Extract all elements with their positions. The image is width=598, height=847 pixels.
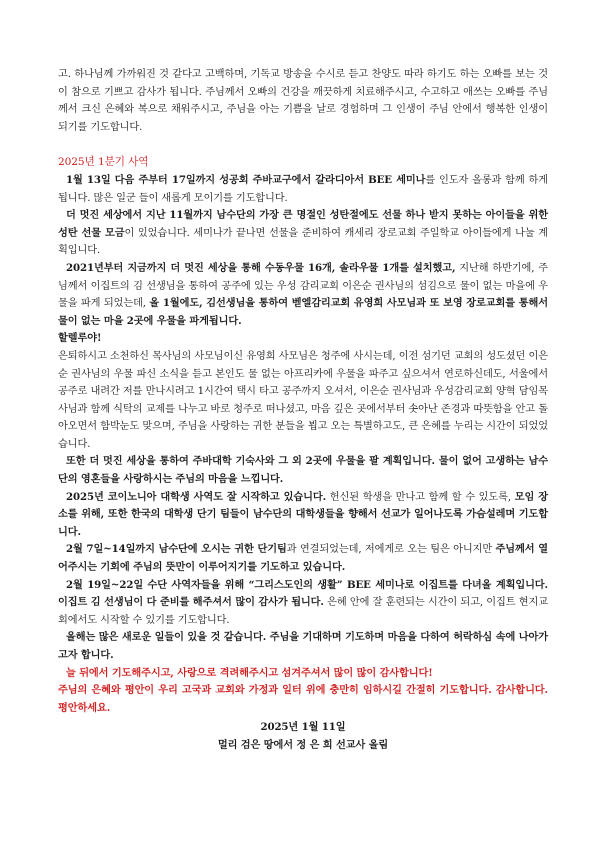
letter-page [58, 66, 548, 755]
christmas-gifts-text: 이 있었습니다. 세미나가 끝나면 선물을 준비하여 캐세리 장로교회 주일학교 아이들에게 나눌 계획입니다. [58, 227, 548, 257]
team-highlight-1: 2월 7일~14일까지 남수단에 오시는 귀한 단기팀 [66, 543, 287, 556]
paragraph-egypt-seminar [58, 577, 548, 630]
egypt-text: 은혜 안에 잘 훈련되는 시간이 되고, 이집트 현지교회에서도 시작할 수 있기를 기도합니다. [58, 597, 548, 626]
intro-paragraph: 고. 하나님께 가까워진 것 같다고 고백하며, 기독교 방송을 수시로 듣고 찬양도 따라 하기도 하는 오빠를 보는 것이 참으로 기쁘고 감사가 됩니다. 주님께서 오빠의 건강을 깨끗하게 치료해주시고, 수고하고 애쓰는 오빠를 주님께서 크신 은혜와 복으로 채워주시고, 주님을 아는 기쁨을 날로 경험하며 그 인생이 주님 안에서 행복한 인생이 되기를 기도합니다. [58, 69, 548, 133]
wells-highlight-2: 올 1월에도, 김선생님을 통하여 벧엘감리교회 유영희 사모님과 또 보영 장로교회를 통해서 물이 없는 마을 2곳에 우물을 파게됩니다. [58, 297, 548, 327]
wells-text: 지난해 하반기에, 주님께서 이집트의 김 선생님을 통하여 공주에 있는 우성 감리교회 이은순 권사님의 섬김으로 물이 없는 마을에 우물을 파게 되었는데, [58, 262, 548, 310]
paragraph-christmas-gifts [58, 207, 548, 260]
paragraph-wells [58, 260, 548, 330]
egypt-highlight: 2월 19일~22일 수단 사역자들을 위해 “그리스도인의 생활” BEE 세미나로 이집트를 다녀올 계획입니다. 이집트 김 선생님이 다 준비를 해주셔서 많이 감사가 됩니다. [58, 578, 548, 609]
blessing-line: 주님의 은혜와 평안이 우리 고국과 교회와 가정과 일터 위에 충만히 임하시길 간절히 기도합니다. 감사합니다. 평안하세요. [58, 684, 548, 714]
paragraph-short-term-team [58, 541, 548, 576]
bee-seminar-highlight: 1월 13일 다음 주부터 17일까지 성공회 주바교구에서 갈라디아서 BEE 세미나 [66, 173, 426, 186]
wells-highlight-1: 2021년부터 지금까지 더 멋진 세상을 통해 수동우물 16개, 솔라우물 1개를 설치했고, [66, 261, 456, 274]
spacer [58, 136, 548, 154]
paragraph-new-year: 올해는 많은 새로운 일들이 있을 것 같습니다. 주님을 기대하며 기도하며 마음을 다하여 허락하심 속에 나아가고자 합니다. [58, 631, 548, 661]
signature: 멀리 검은 땅에서 정 은 희 선교사 올림 [217, 738, 389, 751]
koinonia-highlight-1: 2025년 코이노니아 대학생 사역도 잘 시작하고 있습니다. [66, 490, 327, 503]
thanks-line: 늘 뒤에서 기도해주시고, 사랑으로 격려해주시고 섬겨주셔서 많이 많이 감사합니다! [66, 666, 433, 679]
bee-seminar-text: 를 인도자 올롱과 함께 하게 됩니다. 많은 일군 들이 새롭게 모이기를 기도합니다. [58, 174, 548, 204]
paragraph-juba-wells: 또한 더 멋진 세상을 통하여 주바대학 기숙사와 그 외 2곳에 우물을 팔 계획입니다. 물이 없어 고생하는 남수단의 영혼들을 사랑하시는 주님의 마음을 느낍니다. [58, 455, 548, 486]
paragraph-koinonia [58, 489, 548, 542]
paragraph-testimony: 은퇴하시고 소천하신 목사님의 사모님이신 유영희 사모님은 청주에 사시는데, 이전 섬기던 교회의 성도셨던 이은순 권사님의 우물 파신 소식을 듣고 본인도 물 없는 아프리카에 우물을 파주고 싶으셔서 연로하신데도, 서울에서 공주로 내려간 저를 만나시려고 1시간여 택시 타고 공주까지 오셔서, 이은순 권사님과 우성감리교회 양혁 담임목사님과 함께 식탁의 교제를 나누고 바로 청주로 떠나셨고, 마음 깊은 곳에서부터 솟아난 존경과 따뜻함을 안고 돌아오면서 함박눈도 맞으며, 주님을 사랑하는 귀한 분들을 뵙고 오는 특별하고도, 큰 은혜를 누리는 시간이 되었었습니다. [58, 350, 548, 450]
paragraph-bee-seminar [58, 172, 548, 207]
koinonia-text: 헌신된 학생을 만나고 함께 할 수 있도록, [326, 491, 515, 503]
letter-date: 2025년 1월 11일 [260, 721, 346, 734]
christmas-gifts-highlight: 더 멋진 세상에서 지난 11월까지 남수단의 가장 큰 명절인 성탄절에도 선물 하나 받지 못하는 아이들을 위한 성탄 선물 모금 [58, 209, 548, 239]
koinonia-highlight-2: 모임 장소를 위해, 또한 한국의 대학생 단기 팀들이 남수단의 대학생들을 향해서 선교가 일어나도록 가슴설레며 기도합니다. [58, 490, 548, 538]
team-highlight-2: 주님께서 열어주시는 기회에 주님의 뜻만이 이루어지기를 기도하고 있습니다. [58, 543, 548, 574]
section-title: 2025년 1분기 사역 [58, 156, 149, 169]
hallelujah: 할렐루야! [58, 332, 102, 345]
team-text: 과 연결되었는데, 저에게로 오는 팀은 아니지만 [286, 544, 496, 556]
